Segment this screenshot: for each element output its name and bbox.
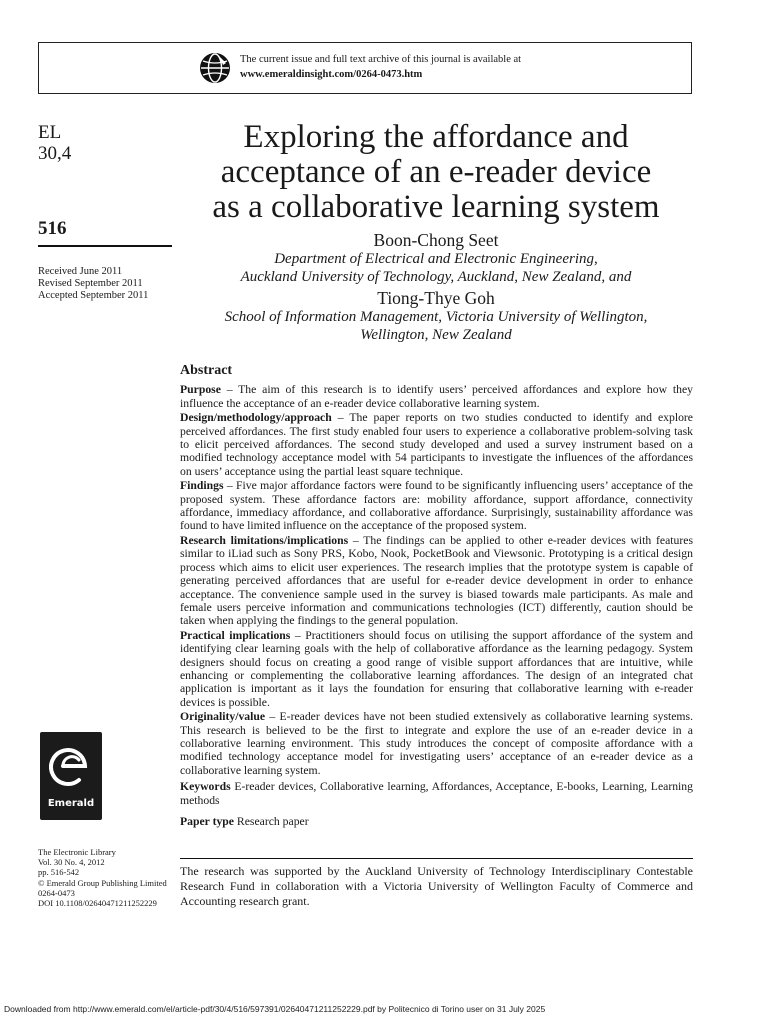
- paper-type-label: Paper type: [180, 815, 234, 828]
- abstract-practical: [180, 629, 693, 709]
- abstract-design: [180, 411, 693, 478]
- section-text: – The aim of this research is to identify users’ perceived affordances and explore how they influence the acceptance of an e-reader device collaborative learning system.: [180, 383, 693, 410]
- author-name: Tiong-Thye Goh: [377, 288, 495, 308]
- keywords: [180, 780, 693, 807]
- keywords-text: E-reader devices, Collaborative learning, Affordances, Acceptance, E-books, Learning, Learning methods: [180, 780, 693, 807]
- author-affiliation: Auckland University of Technology, Auckland, New Zealand, and: [240, 269, 632, 285]
- section-label: Findings: [180, 479, 224, 493]
- section-text: – The paper reports on two studies conducted to identify and explore perceived affordances. The first study enabled four users to experience a collaborative problem-solving task to elicit perceived affordances. The second study developed and used a survey instrument based on a modified technology acceptance model with 54 participants to investigate the influences of the affordances on users’ acceptance using the partial least square technique.: [180, 411, 693, 478]
- page-range: pp. 516-542: [38, 867, 80, 878]
- abstract-purpose: [180, 383, 693, 410]
- revised-date: Revised September 2011: [38, 278, 143, 289]
- page-number: 516: [38, 218, 67, 239]
- abstract: [180, 364, 693, 829]
- abstract-originality: [180, 710, 693, 777]
- journal-archive-link[interactable]: www.emeraldinsight.com/0264-0473.htm: [240, 69, 423, 80]
- funding-note: The research was supported by the Auckland University of Technology Interdisciplinary Contestable Research Fund in collaboration with a Victoria University of Wellington Faculty of Commerce and Accounting research grant.: [180, 864, 693, 908]
- title-line: acceptance of an e-reader device: [220, 154, 652, 190]
- section-label: Research limitations/implications: [180, 533, 349, 547]
- emerald-logo: [40, 732, 102, 820]
- author-block: [176, 230, 696, 344]
- journal-abbrev: EL: [38, 122, 62, 143]
- copyright: © Emerald Group Publishing Limited: [38, 877, 167, 888]
- journal-name: The Electronic Library: [38, 847, 116, 857]
- section-label: Originality/value: [180, 710, 266, 724]
- section-text: – Five major affordance factors were found to be significantly influencing users’ acceptance of the proposed system. These affordance factors are: mobility affordance, support affordance, connectivity affordance, immediacy affordance, and collaborative affordance. Surprisingly, sustainability affordance was found to have limited influence on the acceptance of the proposed system.: [180, 479, 693, 533]
- accepted-date: Accepted September 2011: [38, 290, 149, 301]
- title-line: Exploring the affordance and: [243, 119, 629, 155]
- abstract-findings: [180, 479, 693, 533]
- publication-info: [38, 847, 167, 908]
- section-text: – The findings can be applied to other e-reader devices with features similar to iLiad such as Sony PRS, Kobo, Nook, PocketBook and Viewsonic. Prototyping is a critical design process which aims to elicit user experiences. The research implies that the prototype system is capable of generating perceived affordances that are useful for e-reader device development in order to enhance acceptance. The convenience sample used in the survey is biased towards male participants. As male and female users perceive information and communications technologies (ICT) differently, caution should be taken when applying the findings to the general population.: [180, 533, 694, 628]
- banner-text: The current issue and full text archive of this journal is available at: [240, 54, 522, 65]
- author-affiliation: Wellington, New Zealand: [360, 327, 512, 343]
- emerald-logo-icon: [49, 740, 93, 792]
- author-affiliation: School of Information Management, Victoria University of Wellington,: [224, 309, 648, 325]
- issn: 0264-0473: [38, 887, 75, 898]
- received-date: Received June 2011: [38, 266, 123, 277]
- title-line: as a collaborative learning system: [212, 189, 660, 225]
- margin-rule: [38, 245, 172, 247]
- keywords-label: Keywords: [180, 780, 231, 794]
- archive-banner: [38, 42, 692, 94]
- journal-code: [38, 122, 71, 164]
- submission-dates: [38, 266, 148, 302]
- volume-issue: 30,4: [38, 143, 72, 164]
- globe-icon: [199, 52, 231, 84]
- author-affiliation: Department of Electrical and Electronic Engineering,: [274, 251, 598, 267]
- section-text: – Practitioners should focus on utilising the support affordance of the system and identifying clear learning goals with the help of collaborative affordance as the learning pedagogy. System designers should focus on creating a good range of visible support affordances that are intuitive, while enhancing or complementing the collaborative learning affordances. The design of an integrated chat application is important as it lays the foundation for ensuring that collaborative learning with e-reader devices is possible.: [180, 628, 693, 709]
- section-text: – E-reader devices have not been studied extensively as collaborative learning systems. This research is believed to be the first to integrate and explore the use of an e-reader device in a collaborative learning environment. This study introduces the concept of composite affordance with a modified technology acceptance model for investigating users’ acceptance of an e-reader device as a collaborative learning system.: [180, 710, 693, 777]
- abstract-limitations: [180, 534, 693, 628]
- abstract-heading: Abstract: [180, 363, 233, 378]
- logo-wordmark: Emerald: [47, 798, 95, 809]
- section-label: Practical implications: [180, 628, 291, 642]
- author-name: Boon-Chong Seet: [373, 230, 499, 250]
- doi: DOI 10.1108/02640471211252229: [38, 898, 157, 909]
- funding-rule: [180, 858, 693, 859]
- paper-type-text: Research paper: [234, 815, 309, 828]
- volume-info: Vol. 30 No. 4, 2012: [38, 857, 105, 868]
- paper-type: [180, 815, 693, 828]
- download-footer: Downloaded from http://www.emerald.com/el/article-pdf/30/4/516/597391/02640471211252229.pdf by Politecnico di Torino user on 31 July 2025: [4, 1004, 546, 1014]
- article-title: [176, 120, 696, 225]
- section-label: Purpose: [180, 383, 221, 397]
- section-label: Design/methodology/approach: [180, 411, 332, 425]
